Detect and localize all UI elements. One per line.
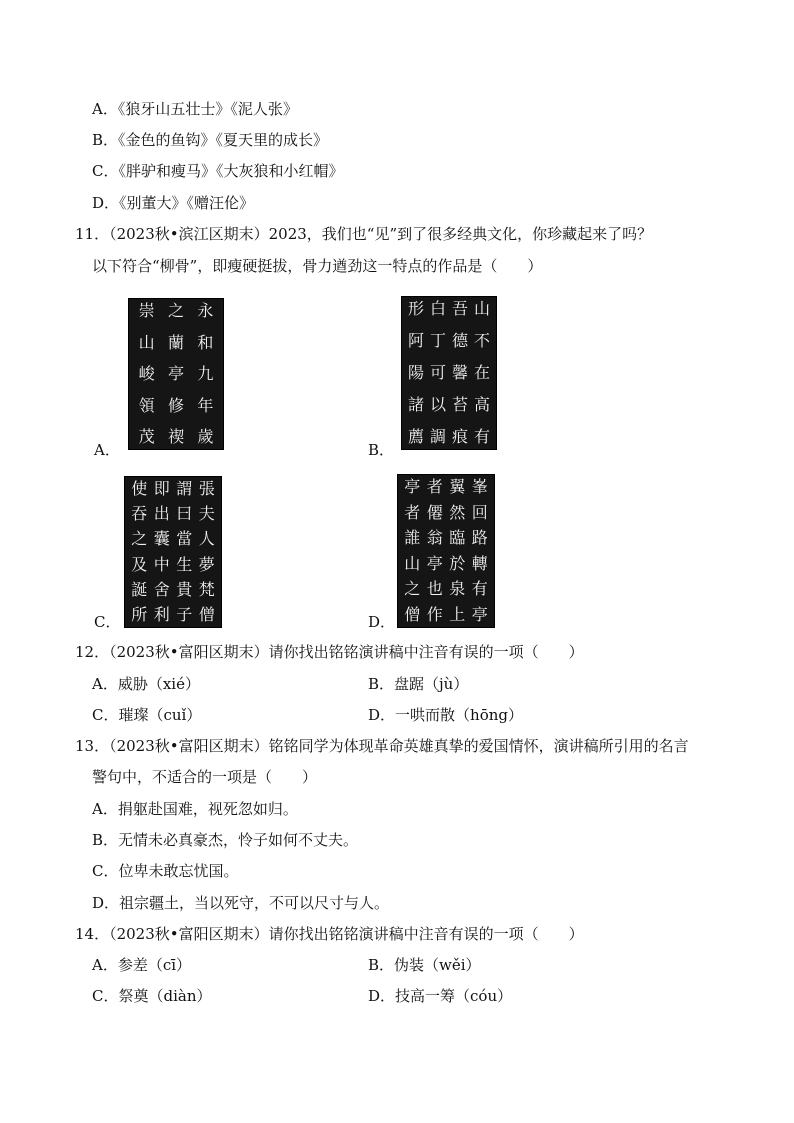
q14-option-a: A．参差（cī） — [92, 956, 192, 974]
q13-option-d: D．祖宗疆土，当以死守，不可以尺寸与人。 — [92, 894, 390, 912]
q14-option-d: D．技高一筹（cóu） — [368, 987, 513, 1005]
calligraphy-column: 即 出 囊 中 舍 利 — [153, 479, 170, 624]
q13-option-a: A．捐躯赴国难，视死忽如归。 — [92, 800, 298, 818]
q12-option-d: D．一哄而散（hōng） — [368, 706, 523, 724]
q10-option-c: C．《胖驴和瘦马》《大灰狼和小红帽》 — [92, 162, 344, 180]
q11-label-a: A． — [94, 441, 120, 459]
q14-stem: 14．（2023秋•富阳区期末）请你找出铭铭演讲稿中注音有误的一项（ ） — [75, 925, 584, 943]
calligraphy-column: 白 丁 可 以 調 — [429, 299, 446, 446]
calligraphy-column: 謂 曰 當 生 貴 子 — [176, 479, 193, 624]
q11-label-c: C． — [94, 613, 121, 631]
calligraphy-column: 者 僊 翁 亭 也 作 — [426, 477, 443, 624]
calligraphy-column: 翼 然 臨 於 泉 上 — [449, 477, 466, 624]
q13-option-c: C．位卑未敢忘忧国。 — [92, 862, 239, 880]
calligraphy-column: 張 夫 人 夢 梵 僧 — [198, 479, 215, 624]
q14-option-c: C．祭奠（diàn） — [92, 987, 212, 1005]
q11-label-b: B． — [368, 441, 395, 459]
q12-option-a: A．威胁（xié） — [92, 675, 200, 693]
calligraphy-image-c — [124, 476, 222, 628]
q10-option-b: B．《金色的鱼钩》《夏天里的成长》 — [92, 131, 329, 149]
calligraphy-column: 峯 回 路 轉 有 亭 — [471, 477, 488, 624]
calligraphy-column: 使 吞 之 及 誕 所 — [131, 479, 148, 624]
q11-label-d: D． — [368, 613, 396, 631]
calligraphy-column: 形 阿 陽 諸 薦 — [407, 299, 424, 446]
calligraphy-image-a — [128, 298, 224, 450]
q10-option-d: D．《别董大》《赠汪伦》 — [92, 194, 255, 212]
calligraphy-image-d — [397, 474, 495, 628]
calligraphy-image-b — [401, 296, 497, 450]
q13-stem-line2: 警句中，不适合的一项是（ ） — [92, 768, 318, 786]
calligraphy-column: 崇 山 峻 領 茂 — [138, 301, 155, 446]
calligraphy-column: 吾 德 馨 苔 痕 — [451, 299, 468, 446]
q13-stem-line1: 13．（2023秋•富阳区期末）铭铭同学为体现革命英雄真挚的爱国情怀，演讲稿所引用的名言 — [75, 737, 689, 755]
q11-stem-line1: 11．（2023秋•滨江区期末）2023，我们也“见”到了很多经典文化，你珍藏起来了吗？ — [75, 225, 653, 243]
calligraphy-column: 之 蘭 亭 修 禊 — [167, 301, 184, 446]
q13-option-b: B．无情未必真豪杰，怜子如何不丈夫。 — [92, 831, 359, 849]
q12-stem: 12．（2023秋•富阳区期末）请你找出铭铭演讲稿中注音有误的一项（ ） — [75, 643, 584, 661]
calligraphy-column: 亭 者 誰 山 之 僧 — [404, 477, 421, 624]
q12-option-c: C．璀璨（cuǐ） — [92, 706, 202, 724]
q11-stem-line2: 以下符合“柳骨”，即瘦硬挺拔，骨力遒劲这一特点的作品是（ ） — [92, 257, 543, 275]
calligraphy-column: 永 和 九 年 歲 — [197, 301, 214, 446]
calligraphy-column: 山 不 在 高 有 — [473, 299, 490, 446]
q12-option-b: B．盘踞（jù） — [368, 675, 469, 693]
q10-option-a: A．《狼牙山五壮士》《泥人张》 — [92, 100, 298, 118]
q14-option-b: B．伪装（wěi） — [368, 956, 481, 974]
